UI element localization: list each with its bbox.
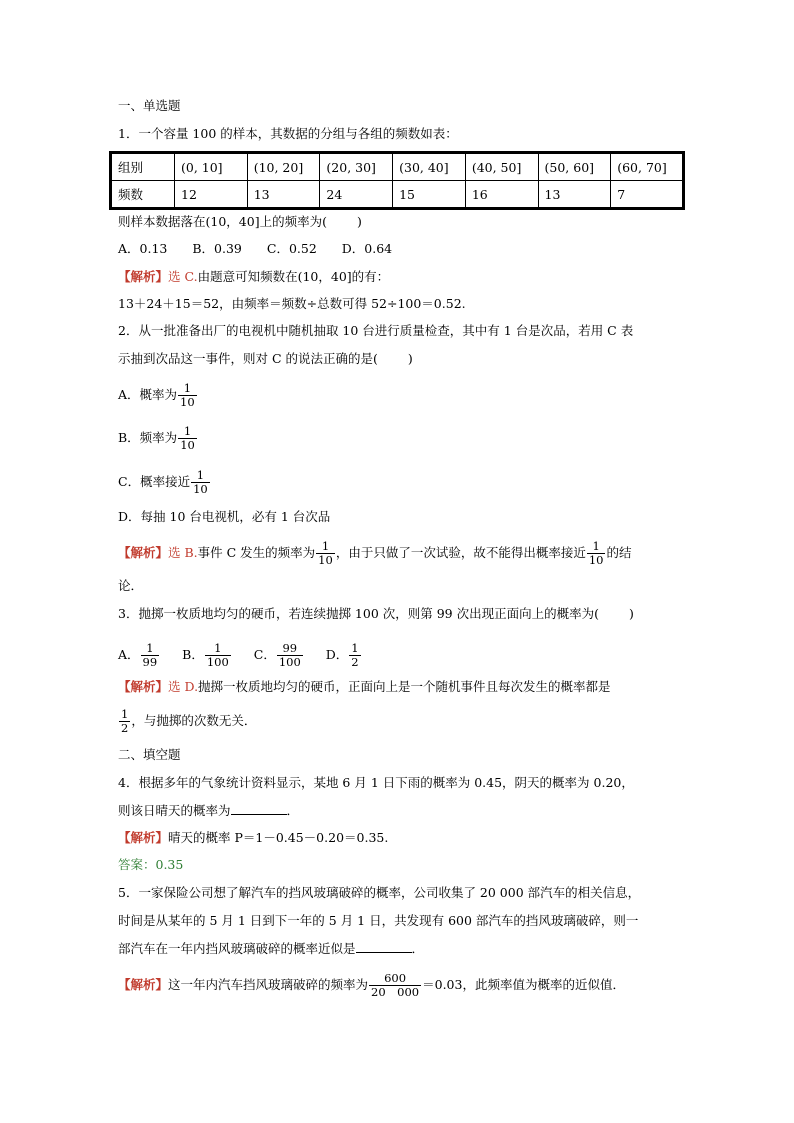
question-4-analysis: 【解析】晴天的概率 P＝1－0.45－0.20＝0.35. bbox=[118, 830, 389, 845]
question-2-option-a: A．概率为 $\frac{1}{10}$ bbox=[118, 381, 195, 409]
table-cell: (10, 20] bbox=[247, 153, 320, 181]
table-cell: (50, 60] bbox=[538, 153, 611, 181]
question-2-analysis: 【解析】选 B.事件 C 发生的频率为 $\frac{1}{10}$ ，由于只做了一次试验，故不能得出概率接近 $\frac{1}{10}$ 的结 bbox=[118, 539, 632, 567]
fraction: $\frac{600}{20 000}$ bbox=[371, 971, 420, 999]
analysis-tag: 【解析】 bbox=[118, 977, 169, 992]
analysis-tag: 【解析】 bbox=[118, 830, 169, 845]
question-1-prompt: 则样本数据落在(10，40]上的频率为( ) bbox=[118, 214, 362, 229]
analysis-tag: 【解析】 bbox=[118, 545, 169, 560]
question-5-stem-line1: 5．一家保险公司想了解汽车的挡风玻璃破碎的概率，公司收集了 20 000 部汽车的相关信息， bbox=[118, 885, 641, 900]
question-2-option-d: D．每抽 10 台电视机，必有 1 台次品 bbox=[118, 509, 331, 524]
table-header-cell: 组别 bbox=[111, 153, 175, 181]
table-cell: 7 bbox=[611, 181, 684, 209]
fraction: $\frac{1}{2}$ bbox=[351, 641, 359, 669]
fraction: $\frac{1}{10}$ bbox=[180, 381, 195, 409]
question-5-stem-line3: 部汽车在一年内挡风玻璃破碎的概率近似是 ． bbox=[118, 941, 425, 956]
frequency-table bbox=[109, 151, 685, 210]
question-3-stem: 3．抛掷一枚质地均匀的硬币，若连续抛掷 100 次，则第 99 次出现正面向上的概率为( ) bbox=[118, 606, 634, 621]
question-4-stem-line1: 4．根据多年的气象统计资料显示，某地 6 月 1 日下雨的概率为 0.45，阴天的概率为 0.20， bbox=[118, 775, 634, 790]
answer-blank bbox=[231, 802, 287, 815]
question-3-options: A． $\frac{1}{99}$ B． $\frac{1}{100}$ C． $\frac{99}{100}$ D． $\frac{1}{2}$ bbox=[118, 641, 359, 669]
question-5-stem-line2: 时间是从某年的 5 月 1 日到下一年的 5 月 1 日，共发现有 600 部汽车的挡风玻璃破碎，则一 bbox=[118, 913, 639, 928]
analysis-choice: 选 D. bbox=[168, 679, 199, 694]
question-2-option-c: C．概率接近 $\frac{1}{10}$ bbox=[118, 468, 208, 496]
fraction: $\frac{1}{99}$ bbox=[142, 641, 158, 669]
fraction: $\frac{1}{100}$ bbox=[206, 641, 229, 669]
question-1-analysis: 【解析】选 C.由题意可知频数在(10，40]的有： bbox=[118, 269, 390, 284]
question-2-option-b: B．频率为 $\frac{1}{10}$ bbox=[118, 424, 195, 452]
section-heading-single-choice: 一、单选题 bbox=[118, 98, 181, 113]
table-cell: (40, 50] bbox=[465, 153, 538, 181]
fraction: $\frac{1}{2}$ bbox=[121, 707, 129, 735]
question-1-options: A．0.13 B．0.39 C．0.52 D．0.64 bbox=[118, 241, 393, 256]
table-cell: (0, 10] bbox=[175, 153, 248, 181]
fraction: $\frac{1}{10}$ bbox=[588, 539, 604, 567]
question-3-analysis-line2: $\frac{1}{2}$ ，与抛掷的次数无关． bbox=[121, 707, 257, 735]
table-cell: 15 bbox=[393, 181, 466, 209]
question-2-analysis-line2: 论． bbox=[118, 578, 144, 593]
fraction: $\frac{1}{10}$ bbox=[193, 468, 208, 496]
question-5-analysis: 【解析】这一年内汽车挡风玻璃破碎的频率为 $\frac{600}{20 000}$ ＝0.03，此频率值为概率的近似值． bbox=[118, 971, 625, 999]
section-heading-fill-in: 二、填空题 bbox=[118, 747, 181, 762]
table-cell: 13 bbox=[247, 181, 320, 209]
table-cell: (30, 40] bbox=[393, 153, 466, 181]
answer-blank bbox=[356, 940, 412, 953]
analysis-choice: 选 C. bbox=[168, 269, 198, 284]
table-header-cell: 频数 bbox=[111, 181, 175, 209]
table-cell: 24 bbox=[320, 181, 393, 209]
table-cell: 16 bbox=[465, 181, 538, 209]
question-1-analysis-line2: 13＋24＋15＝52，由频率＝频数÷总数可得 52÷100＝0.52. bbox=[118, 296, 466, 311]
table-cell: (20, 30] bbox=[320, 153, 393, 181]
question-4-stem-line2: 则该日晴天的概率为 ． bbox=[118, 803, 300, 818]
table-cell: (60, 70] bbox=[611, 153, 684, 181]
fraction: $\frac{99}{100}$ bbox=[278, 641, 301, 669]
analysis-tag: 【解析】 bbox=[118, 269, 169, 284]
table-cell: 13 bbox=[538, 181, 611, 209]
table-row-groups bbox=[111, 153, 684, 181]
fraction: $\frac{1}{10}$ bbox=[180, 424, 195, 452]
table-cell: 12 bbox=[175, 181, 248, 209]
question-4-answer: 答案：0.35 bbox=[118, 857, 184, 872]
question-2-stem-line2: 示抽到次品这一事件，则对 C 的说法正确的是( ) bbox=[118, 351, 413, 366]
question-2-stem-line1: 2．从一批准备出厂的电视机中随机抽取 10 台进行质量检查，其中有 1 台是次品，若用 C 表 bbox=[118, 323, 634, 338]
table-row-counts bbox=[111, 181, 684, 209]
fraction: $\frac{1}{10}$ bbox=[318, 539, 333, 567]
question-3-analysis: 【解析】选 D.抛掷一枚质地均匀的硬币，正面向上是一个随机事件且每次发生的概率都是 bbox=[118, 679, 611, 694]
analysis-choice: 选 B. bbox=[168, 545, 198, 560]
question-1-stem: 1．一个容量 100 的样本，其数据的分组与各组的频数如表： bbox=[118, 126, 458, 141]
analysis-tag: 【解析】 bbox=[118, 679, 169, 694]
